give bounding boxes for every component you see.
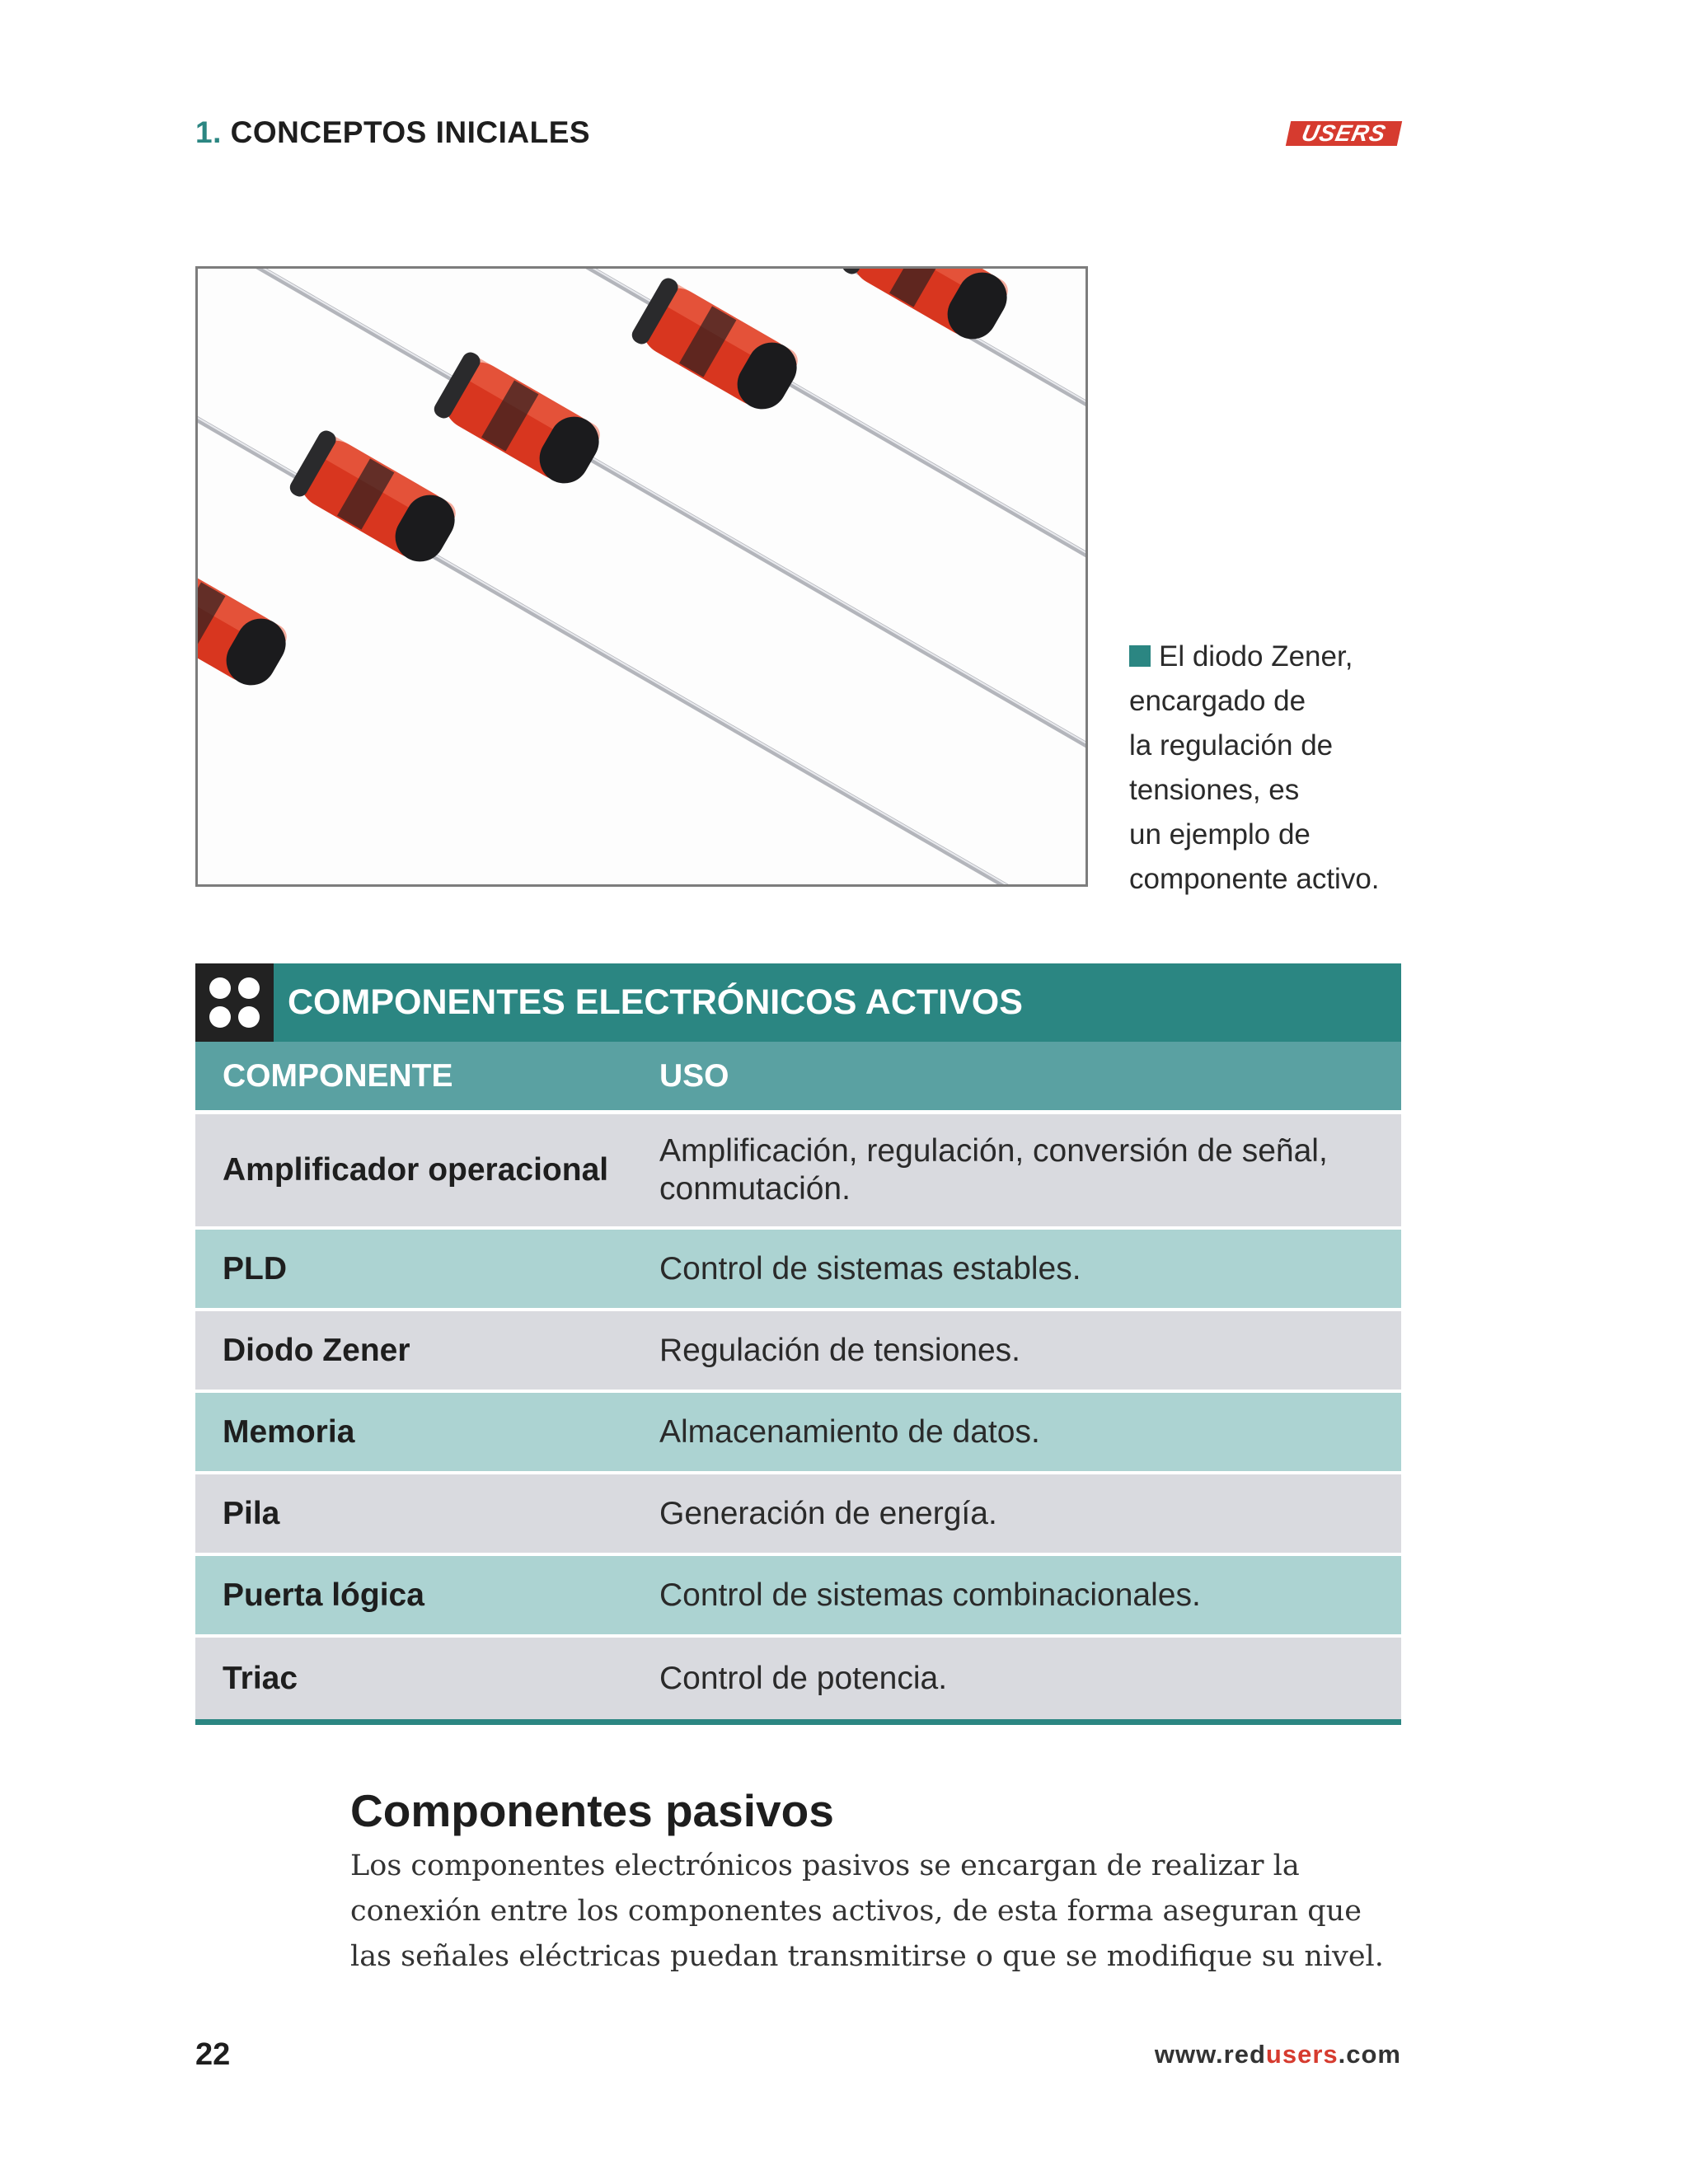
caption-line: un ejemplo de	[1129, 818, 1311, 851]
component-cell: Amplificador operacional	[223, 1152, 609, 1188]
section-title: Componentes pasivos	[350, 1785, 834, 1836]
component-cell: Diodo Zener	[223, 1332, 410, 1368]
use-cell: Control de potencia.	[659, 1660, 948, 1696]
caption-line: El diodo Zener,	[1129, 635, 1393, 679]
use-cell: Amplificación, regulación, conversión de señal, conmutación.	[659, 1133, 1328, 1207]
square-bullet-icon	[1129, 645, 1151, 667]
caption-line: tensiones, es	[1129, 774, 1300, 806]
zener-diode-body	[839, 269, 1016, 349]
table-row	[195, 1114, 1401, 1230]
body-line: las señales eléctricas puedan transmitirse o que se modifique su nivel.	[350, 1940, 1384, 1973]
caption-line: componente activo.	[1129, 863, 1380, 895]
diode-illustration	[198, 269, 1085, 884]
use-cell: Control de sistemas estables.	[659, 1250, 1081, 1286]
table-bottom-rule	[195, 1719, 1401, 1725]
chapter-number: 1.	[195, 115, 222, 149]
zener-diode-body	[629, 275, 806, 419]
caption-line: encargado de	[1129, 685, 1306, 717]
page-number: 22	[195, 2037, 231, 2072]
zener-diode-body	[287, 428, 464, 572]
four-dots-icon	[195, 963, 274, 1042]
zener-diode-body	[431, 349, 608, 494]
chapter-title: CONCEPTOS INICIALES	[230, 115, 591, 149]
table-row	[195, 1556, 1401, 1638]
zener-diode-body	[198, 551, 296, 696]
diode-leads	[198, 269, 1085, 884]
table-title-bar	[195, 963, 1401, 1042]
table-header-row	[195, 1042, 1401, 1114]
zener-diode-photo	[195, 266, 1088, 887]
table-row	[195, 1638, 1401, 1719]
active-components-table	[195, 963, 1401, 1725]
footer-url: www.redusers.com	[1154, 2040, 1401, 2069]
table-row	[195, 1393, 1401, 1474]
use-cell: Generación de energía.	[659, 1495, 997, 1531]
body-line: Los componentes electrónicos pasivos se encargan de realizar la	[350, 1849, 1300, 1882]
use-cell: Regulación de tensiones.	[659, 1332, 1020, 1368]
table-row	[195, 1311, 1401, 1393]
body-line: conexión entre los componentes activos, de esta forma aseguran que	[350, 1895, 1362, 1928]
photo-caption	[1129, 635, 1393, 902]
column-header-use: USO	[659, 1057, 729, 1094]
use-cell: Control de sistemas combinacionales.	[659, 1577, 1201, 1613]
column-header-component: COMPONENTE	[223, 1057, 453, 1094]
table-row	[195, 1230, 1401, 1311]
table-title: COMPONENTES ELECTRÓNICOS ACTIVOS	[288, 982, 1023, 1022]
component-cell: Memoria	[223, 1413, 355, 1450]
caption-line: la regulación de	[1129, 729, 1334, 762]
component-cell: Triac	[223, 1660, 298, 1696]
diode-lead-wire	[824, 269, 1085, 829]
component-cell: Puerta lógica	[223, 1577, 424, 1613]
table-row	[195, 1474, 1401, 1556]
component-cell: Pila	[223, 1495, 280, 1531]
section-body	[350, 1844, 1414, 1980]
users-logo: USERS	[1286, 121, 1402, 146]
chapter-header	[195, 115, 590, 150]
use-cell: Almacenamiento de datos.	[659, 1413, 1040, 1450]
diode-lead-wire	[577, 269, 1085, 837]
component-cell: PLD	[223, 1250, 287, 1286]
